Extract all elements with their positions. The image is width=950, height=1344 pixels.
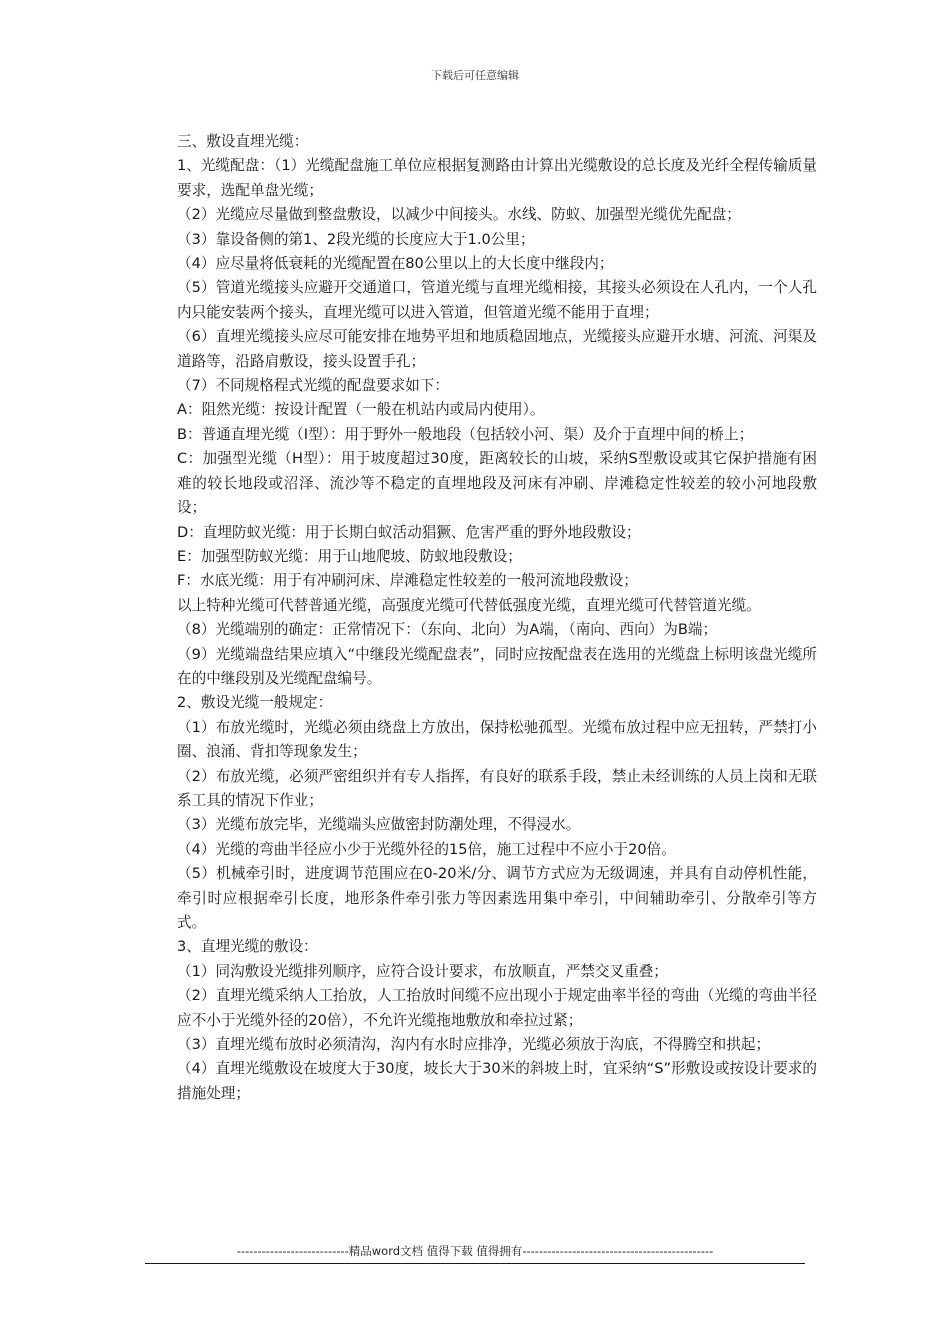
section-heading: 三、敷设直埋光缆： — [177, 133, 309, 150]
paragraph: A：阻然光缆：按设计配置（一般在机站内或局内使用）。 — [177, 401, 545, 419]
paragraph: （5）机械牵引时，进度调节范围应在0-20米/分、调节方式应为无级调速，并具有自动停机性能，牵引时应根据牵引长度，地形条件牵引张力等因素选用集中牵引，中间辅助牵引、分散牵引等方式。 — [177, 865, 817, 931]
paragraph: B：普通直埋光缆（I型）：用于野外一般地段（包括较小河、渠）及介于直埋中间的桥上； — [177, 425, 754, 443]
paragraph: C：加强型光缆（H型）：用于坡度超过30度，距离较长的山坡，采纳S型敷设或其它保护措施有困难的较长地段或沼泽、流沙等不稳定的直埋地段及河床有冲刷、岸滩稳定性较差的较小河地段敷设； — [177, 450, 817, 517]
paragraph: （3）靠设备侧的第1、2段光缆的长度应大于1.0公里； — [177, 230, 535, 248]
paragraph: （4）应尽量将低衰耗的光缆配置在80公里以上的大长度中继段内； — [177, 255, 614, 273]
paragraph: （8）光缆端别的确定：正常情况下：（东向、北向）为A端，（南向、西向）为B端； — [177, 621, 718, 639]
paragraph: （3）光缆布放完毕，光缆端头应做密封防潮处理，不得浸水。 — [177, 816, 581, 834]
document-body — [177, 130, 817, 1106]
paragraph: （4）光缆的弯曲半径应小少于光缆外径的15倍，施工过程中不应小于20倍。 — [177, 840, 676, 858]
section-heading: 3、直埋光缆的敷设： — [177, 938, 318, 956]
section-heading: 2、敷设光缆一般规定： — [177, 694, 333, 712]
paragraph: （7）不同规格程式光缆的配盘要求如下： — [177, 377, 449, 395]
paragraph: （2）直埋光缆采纳人工抬放，人工抬放时间缆不应出现小于规定曲率半径的弯曲（光缆的弯曲半径应不小于光缆外径的20倍），不允许光缆拖地敷放和牵拉过紧； — [177, 987, 817, 1029]
page-footer: ---------------------------精品word文档 值得下载 值得拥有---------------------------------------------- — [236, 1244, 714, 1258]
paragraph: （5）管道光缆接头应避开交通道口，管道光缆与直埋光缆相接，其接头必须设在人孔内，一个人孔内只能安装两个接头，直埋光缆可以进入管道，但管道光缆不能用于直埋； — [177, 279, 817, 321]
paragraph: E：加强型防蚁光缆：用于山地爬坡、防蚁地段敷设； — [177, 547, 522, 565]
paragraph: （2）光缆应尽量做到整盘敷设，以减少中间接头。水线、防蚁、加强型光缆优先配盘； — [177, 206, 741, 224]
paragraph: （4）直埋光缆敷设在坡度大于30度，坡长大于30米的斜坡上时，宜采纳“S”形敷设或按设计要求的措施处理； — [177, 1060, 817, 1102]
footer-divider — [145, 1263, 805, 1264]
paragraph: （6）直埋光缆接头应尽可能安排在地势平坦和地质稳固地点，光缆接头应避开水塘、河流、河渠及道路等，沿路肩敷设，接头设置手孔； — [177, 328, 817, 370]
paragraph: （1）同沟敷设光缆排列顺序，应符合设计要求，布放顺直，严禁交叉重叠； — [177, 962, 668, 980]
page-header: 下载后可任意编辑 — [431, 69, 519, 82]
paragraph: F：水底光缆：用于有冲刷河床、岸滩稳定性较差的一般河流地段敷设； — [177, 572, 638, 590]
paragraph: （9）光缆端盘结果应填入“中继段光缆配盘表”，同时应按配盘表在选用的光缆盘上标明该盘光缆所在的中继段别及光缆配盘编号。 — [177, 645, 817, 687]
paragraph: （3）直埋光缆布放时必须清沟，沟内有水时应排净，光缆必须放于沟底，不得腾空和拱起； — [177, 1036, 771, 1054]
paragraph: D：直埋防蚁光缆：用于长期白蚁活动猖獗、危害严重的野外地段敷设； — [177, 523, 641, 541]
paragraph: 1、光缆配盘：（1）光缆配盘施工单位应根据复测路由计算出光缆敷设的总长度及光纤全程传输质量要求，选配单盘光缆； — [177, 157, 817, 199]
paragraph: 以上特种光缆可代替普通光缆，高强度光缆可代替低强度光缆，直埋光缆可代替管道光缆。 — [177, 596, 761, 614]
paragraph: （1）布放光缆时，光缆必须由绕盘上方放出，保持松驰孤型。光缆布放过程中应无扭转，严禁打小圈、浪涌、背扣等现象发生； — [177, 718, 817, 761]
paragraph: （2）布放光缆，必须严密组织并有专人指挥，有良好的联系手段，禁止未经训练的人员上岗和无联系工具的情况下作业； — [177, 767, 817, 809]
